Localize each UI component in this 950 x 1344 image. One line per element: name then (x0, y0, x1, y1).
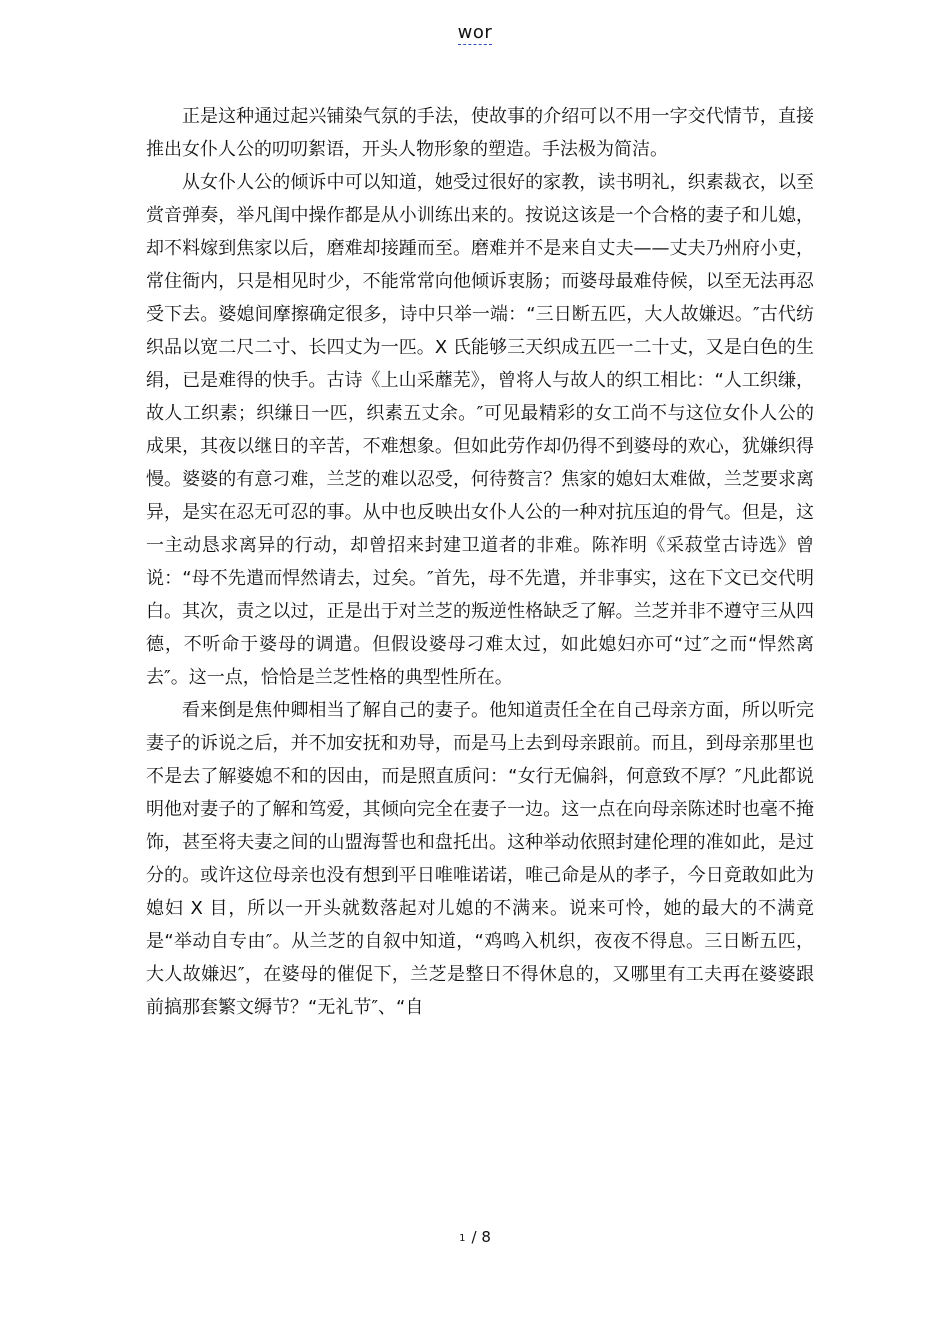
paragraph: 从女仆人公的倾诉中可以知道，她受过很好的家教，读书明礼，织素裁衣，以至赏音弹奏，举凡闺中操作都是从小训练出来的。按说这该是一个合格的妻子和儿媳，却不料嫁到焦家以后，磨难却接踵而至。磨难并不是来自丈夫——丈夫乃州府小吏，常住衙内，只是相见时少，不能常常向他倾诉衷肠；而婆母最难侍候，以至无法再忍受下去。婆媳间摩擦确定很多，诗中只举一端：“三日断五匹，大人故嫌迟。″古代纺织品以宽二尺二寸、长四丈为一匹。X 氏能够三天织成五匹一二十丈，又是白色的生绢，已是难得的快手。古诗《上山采蘼芜》，曾将人与故人的织工相比：“人工织缣，故人工织素；织缣日一匹，织素五丈余。″可见最精彩的女工尚不与这位女仆人公的成果，其夜以继日的辛苦，不难想象。但如此劳作却仍得不到婆母的欢心，犹嫌织得慢。婆婆的有意刁难，兰芝的难以忍受，何待赘言？焦家的媳妇太难做，兰芝要求离异，是实在忍无可忍的事。从中也反映出女仆人公的一种对抗压迫的骨气。但是，这一主动恳求离异的行动，却曾招来封建卫道者的非难。陈祚明《采菽堂古诗选》曾说：“母不先遣而悍然请去，过矣。″首先，母不先遣，并非事实，这在下文已交代明白。其次，责之以过，正是出于对兰芝的叛逆性格缺乏了解。兰芝并非不遵守三从四德，不听命于婆母的调遣。但假设婆母刁难太过，如此媳妇亦可“过″之而“悍然离去″。这一点，恰恰是兰芝性格的典型性所在。 (146, 172, 814, 688)
page-number-current: 1 (459, 1233, 466, 1244)
paragraph: 看来倒是焦仲卿相当了解自己的妻子。他知道责任全在自己母亲方面，所以听完妻子的诉说之后，并不加安抚和劝导，而是马上去到母亲跟前。而且，到母亲那里也不是去了解婆媳不和的因由，而是照直质问：“女行无偏斜，何意致不厚？″凡此都说明他对妻子的了解和笃爱，其倾向完全在妻子一边。这一点在向母亲陈述时也毫不掩饰，甚至将夫妻之间的山盟海誓也和盘托出。这种举动依照封建伦理的准如此，是过分的。或许这位母亲也没有想到平日唯唯诺诺，唯己命是从的孝子，今日竟敢如此为媳妇 X 目，所以一开头就数落起对儿媳的不满来。说来可怜，她的最大的不满竟是“举动自专由″。从兰芝的自叙中知道，“鸡鸣入机织，夜夜不得息。三日断五匹，大人故嫌迟″，在婆母的催促下，兰芝是整日不得休息的，又哪里有工夫再在婆婆跟前搞那套繁文缛节？“无礼节″、“自 (146, 700, 814, 1018)
paragraph: 正是这种通过起兴铺染气氛的手法，使故事的介绍可以不用一字交代情节，直接推出女仆人公的叨叨絮语，开头人物形象的塑造。手法极为简洁。 (146, 106, 814, 160)
page-number-total: / 8 (471, 1228, 491, 1246)
page-footer (0, 1228, 950, 1246)
page-header (0, 22, 950, 43)
document-body (146, 100, 814, 1024)
header-title: wor (457, 22, 493, 43)
